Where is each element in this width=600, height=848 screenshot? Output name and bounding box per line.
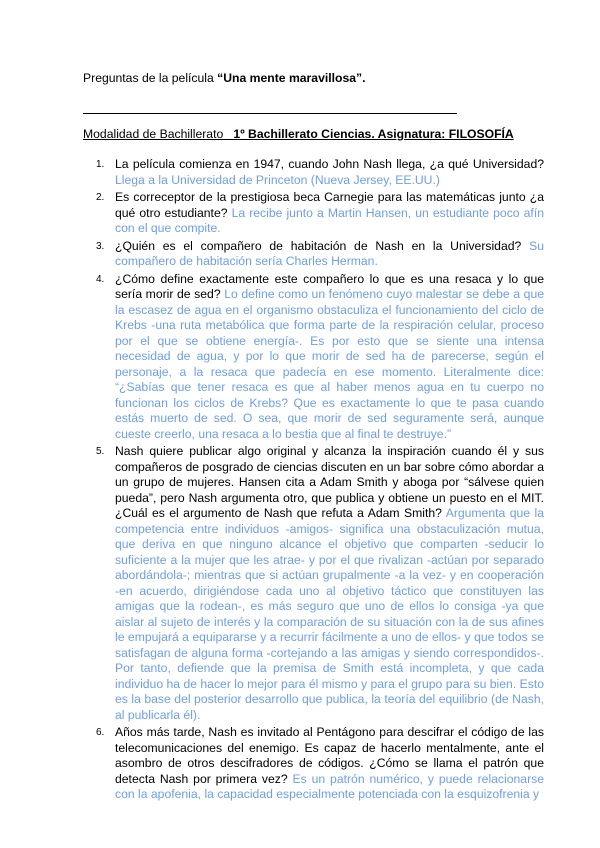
answer-text: Lo define como un fenómeno cuyo malestar se debe a que la escasez de agua en el organismo obstaculiza el funcionamiento del ciclo de Krebs -una ruta metabólica que forma parte de la respiración celular, proceso por el que se obtiene energía-. Es por esto que se siente una intensa necesidad de agua, y por lo que morir de sed ha de parecerse, según el personaje, a la resaca que padecía en ese momento. Literalmente dice: “¿Sabías que tener resaca es que al haber menos agua en tu cuerpo no funcionan los ciclos de Krebs? Que es exactamente lo que te pasa cuando estás muerto de sed. O sea, que morir de sed seguramente será, aunque cueste creerlo, una resaca a lo bestia que al final te destruye.”: [115, 287, 544, 441]
title-prefix: Preguntas de la película: [83, 71, 218, 85]
question-number: 2.: [96, 192, 105, 203]
answer-text: Llega a la Universidad de Princeton (Nueva Jersey, EE.UU.): [115, 172, 440, 187]
question-text: ¿Quién es el compañero de habitación de Nash en la Universidad?: [115, 238, 522, 253]
question-item: [96, 272, 544, 443]
question-item: [96, 157, 544, 188]
question-text: Es correceptor de la prestigiosa beca Carnegie para las matemáticas junto ¿a qué otro estudiante?: [115, 190, 544, 220]
question-number: 3.: [96, 240, 105, 252]
question-item: [96, 725, 544, 803]
modality-spacer: [223, 127, 233, 141]
modality-label: Modalidad de Bachillerato: [83, 127, 224, 141]
answer-text: Argumenta que la competencia entre individuos -amigos- significa una obstaculización mutua, que deriva en que ninguno alcance el objetivo que comparten -seducir lo suficiente a la mujer que les atrae- y por el que rivalizan -actúan por separado abordándola-; mientras que si actúan grupalmente -a la vez- y en cooperación -en acuerdo, dirigiéndose cada uno al objetivo táctico que constituyen las amigas que la rodean-, es más seguro que uno de ellos lo consiga -ya que aislar al sujeto de interés y la comparación de su situación con la de sus afines le empujará a equipararse y a recurrir fácilmente a uno de ellos- y que todos se satisfagan de alguna forma -cortejando a las amigas y siendo correspondidos-. Por tanto, defiende que la premisa de Smith está incompleta, y que cada individuo ha de hacer lo mejor para él mismo y para el grupo para su bien. Esto es la base del posterior desarrollo que publica, la teoría del equilibrio (de Nash, al publicarla él).: [115, 506, 545, 722]
question-item: [96, 444, 544, 723]
question-number: 5.: [96, 446, 105, 457]
question-item: [96, 190, 544, 237]
movie-title: “Una mente maravillosa”.: [217, 71, 366, 85]
answer-text: La recibe junto a Martin Hansen, un estudiante poco afín con el que compite.: [115, 205, 544, 235]
modality-line: [83, 127, 514, 142]
answer-text: Es un patrón numérico, y puede relacionarse con la apofenia, la capacidad especialmente potenciada con la esquizofrenia y: [115, 771, 545, 801]
question-item: [96, 239, 544, 270]
question-number: 6.: [96, 727, 105, 738]
questions-list: [96, 157, 544, 805]
document-title: [83, 71, 366, 86]
question-text: ¿Cómo define exactamente este compañero lo que es una resaca y lo que sería morir de sed?: [115, 271, 544, 301]
question-text: Nash quiere publicar algo original y alcanza la inspiración cuando él y sus compañeros de posgrado de ciencias discuten en un bar sobre cómo abordar a un grupo de mujeres. Hansen cita a Adam Smith y aboga por “sálvese quien pueda”, pero Nash argumenta otro, que publica y obtiene un puesto en el MIT. ¿Cuál es el argumento de Nash que refuta a Adam Smith?: [115, 444, 544, 520]
answer-text: Su compañero de habitación sería Charles Herman.: [115, 238, 544, 268]
name-blank-line: [83, 113, 457, 114]
question-text: Años más tarde, Nash es invitado al Pentágono para descifrar el código de las telecomunicaciones del enemigo. Es capaz de hacerlo mentalmente, ante el asombro de otros descifradores de códigos. ¿Cómo se llama el patrón que detecta Nash por primera vez?: [115, 725, 544, 786]
question-number: 1.: [96, 159, 105, 170]
question-text: La película comienza en 1947, cuando John Nash llega, ¿a qué Universidad?: [115, 157, 544, 171]
question-number: 4.: [96, 273, 105, 285]
course-subject: 1º Bachillerato Ciencias. Asignatura: FILOSOFÍA: [233, 127, 514, 141]
